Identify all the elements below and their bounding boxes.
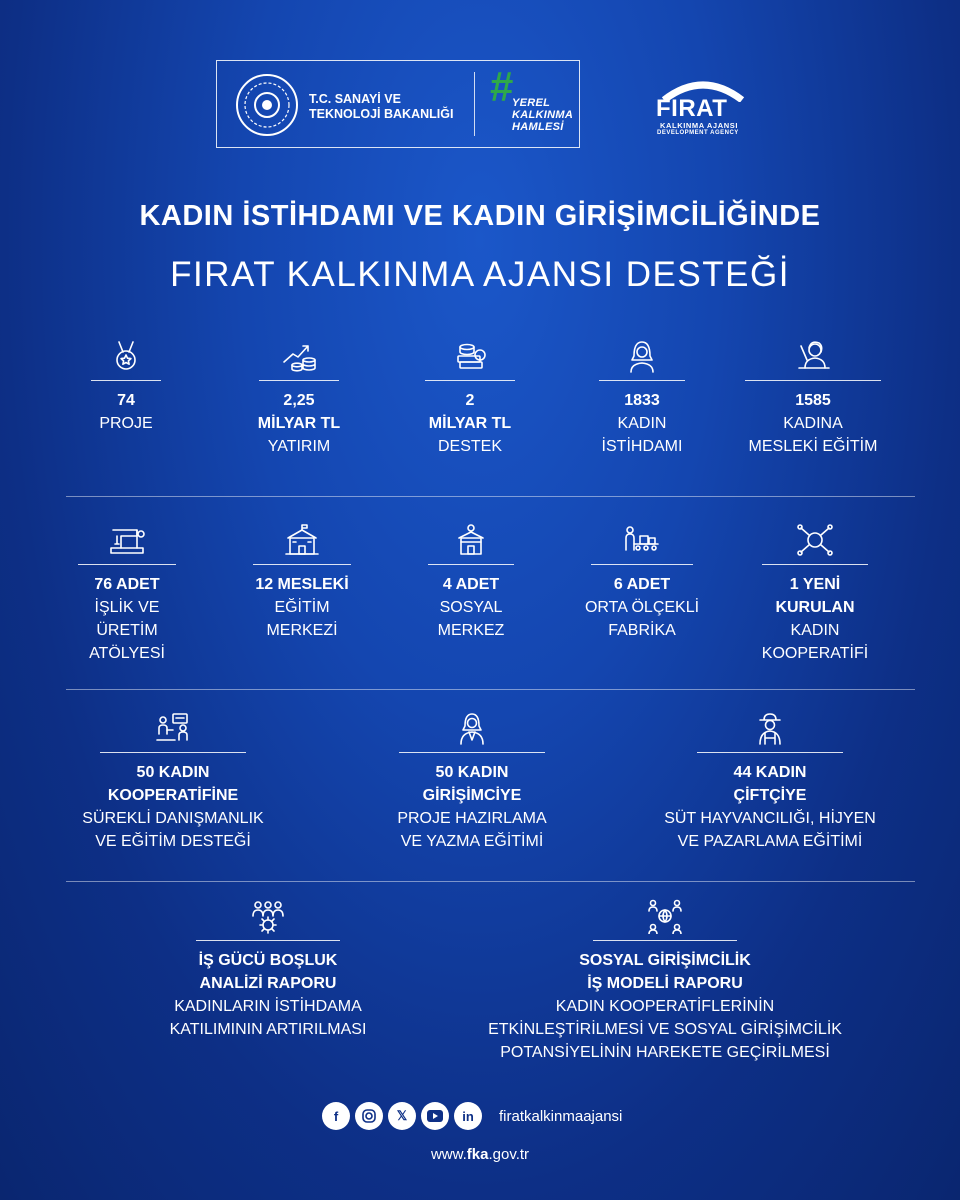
ministry-name-line2: TEKNOLOJİ BAKANLIĞI [309,107,454,121]
growth-coins-icon [279,338,319,374]
stat-value: 12 MESLEKİ [255,576,349,593]
farmer-icon [750,710,790,746]
campaign-line3: HAMLESİ [512,121,564,133]
stat-projects [66,338,186,435]
campaign-line2: KALKINMA [512,109,574,121]
stat-value: 76 ADET [94,576,160,593]
ministry-seal-icon [235,73,299,137]
stat-divider [593,940,737,941]
stat-training [738,338,888,458]
stat-divider [425,380,515,381]
agency-subtitle: KALKINMA AJANSI [660,121,739,130]
stat-label-line3: ATÖLYESİ [89,645,165,662]
global-network-icon [645,898,685,934]
money-stack-icon [450,338,490,374]
stat-label: PROJE [99,415,153,432]
stat-label-line2: KOOPERATİFİ [761,645,869,662]
stat-label-line1: KADINA [783,415,843,432]
stat-divider [91,380,161,381]
report-title-line1: İŞ GÜCÜ BOŞLUK [198,952,338,969]
stat-divider [196,940,340,941]
stat-label: DESTEK [437,438,502,455]
stat-workshops [66,522,188,665]
stat-training-centers [240,522,364,642]
report-desc-line2: KATILIMININ ARTIRILMASI [169,1021,367,1038]
agency-subtitle-en: DEVELOPMENT AGENCY [657,130,739,136]
stat-label-line1: EĞİTİM [274,599,330,616]
stat-farmer-training [640,710,900,853]
ministry-name-line1: T.C. SANAYİ VE [309,92,401,106]
school-building-icon [282,522,322,558]
stat-divider [745,380,881,381]
stat-value: 74 [117,392,135,409]
report-desc-line2: ETKİNLEŞTİRİLMESİ VE SOSYAL GİRİŞİMCİLİK [488,1021,842,1038]
workforce-gear-icon [248,898,288,934]
website-prefix: www. [430,1146,467,1163]
stat-divider [78,564,176,565]
stat-label: YATIRIM [267,438,331,455]
stat-target: KOOPERATİFİNE [107,787,239,804]
stat-divider [253,564,351,565]
stat-label-line2: VE YAZMA EĞİTİMİ [400,833,544,850]
stat-label-line2: VE EĞİTİM DESTEĞİ [95,833,251,850]
stat-label-line2: ÜRETİM [96,622,158,639]
youtube-icon[interactable] [421,1102,449,1130]
consulting-icon [153,710,193,746]
stat-unit: MİLYAR TL [257,415,341,432]
stat-label-line1: PROJE HAZIRLAMA [397,810,547,827]
page-title: KADIN İSTİHDAMI VE KADIN GİRİŞİMCİLİĞİNDE [139,200,821,232]
website-suffix: .gov.tr [488,1146,530,1163]
stat-label-line1: SÜT HAYVANCILIĞI, HİJYEN [664,810,876,827]
sewing-machine-icon [107,522,147,558]
page-subtitle: FIRAT KALKINMA AJANSI DESTEĞİ [170,255,790,294]
report-title-line2: İŞ MODELİ RAPORU [587,975,743,992]
stat-value: 50 KADIN [435,764,509,781]
stat-label-line1: SOSYAL [439,599,503,616]
stat-label-line1: İŞLİK VE [94,599,160,616]
campaign-line1: YEREL [512,97,551,109]
report-workforce-gap [150,898,386,1041]
stat-cooperative [740,522,890,665]
stat-label-line1: ORTA ÖLÇEKLİ [584,599,700,616]
campaign-name [512,97,576,133]
stat-divider [697,752,843,753]
report-desc-line1: KADIN KOOPERATİFLERİNİN [555,998,775,1015]
stat-entrepreneur-training [362,710,582,853]
stat-divider [428,564,514,565]
header-divider [474,72,475,136]
stat-value: 1 YENİ [789,576,841,593]
stat-target: GİRİŞİMCİYE [422,787,522,804]
stat-value: 6 ADET [613,576,671,593]
stat-value: 2 [465,392,475,409]
stat-label-line2: MESLEKİ EĞİTİM [748,438,878,455]
report-desc-line3: POTANSİYELİNİN HAREKETE GEÇİRİLMESİ [500,1044,830,1061]
linkedin-icon[interactable]: in [454,1102,482,1130]
website-link[interactable] [0,1146,960,1163]
stat-divider [399,752,545,753]
website-domain: fka [466,1146,489,1163]
stat-label-line2: MERKEZİ [266,622,338,639]
stat-label-line1: KADIN [617,415,667,432]
report-social-entrepreneurship [458,898,872,1064]
stat-value: 50 KADIN [136,764,210,781]
report-title-line1: SOSYAL GİRİŞİMCİLİK [579,952,751,969]
stat-support [400,338,540,458]
section-divider [66,881,915,882]
instagram-icon[interactable] [355,1102,383,1130]
ministry-name [309,92,469,122]
cooperative-hands-icon [795,522,835,558]
stat-cooperative-consulting [63,710,283,853]
stat-label-line1: SÜREKLİ DANIŞMANLIK [82,810,264,827]
stat-label-line1: KADIN [790,622,840,639]
stat-value: 1585 [795,392,831,409]
medal-icon [106,338,146,374]
woman-teacher-icon [793,338,833,374]
social-handle[interactable]: firatkalkinmaajansi [499,1107,623,1125]
stat-factories [572,522,712,642]
campaign-hash-icon: # [490,63,514,110]
report-title-line2: ANALİZİ RAPORU [199,975,337,992]
woman-icon [622,338,662,374]
stat-divider [591,564,693,565]
stat-label-line2: MERKEZ [437,622,505,639]
stat-divider [100,752,246,753]
social-center-icon [451,522,491,558]
report-desc-line1: KADINLARIN İSTİHDAMA [174,998,362,1015]
stat-value: 1833 [624,392,660,409]
stat-unit: MİLYAR TL [428,415,512,432]
stat-label-line2: FABRİKA [608,622,676,639]
stat-value: 4 ADET [442,576,500,593]
stat-label-line2: İSTİHDAMI [601,438,683,455]
stat-divider [599,380,685,381]
x-icon[interactable]: 𝕏 [388,1102,416,1130]
stat-value: 44 KADIN [733,764,807,781]
stat-value-line2: KURULAN [775,599,855,616]
stat-divider [762,564,868,565]
stat-value: 2,25 [283,392,315,409]
stat-divider [259,380,339,381]
agency-name: FIRAT [656,95,728,122]
stat-employment [582,338,702,458]
section-divider [66,689,915,690]
stat-investment [229,338,369,458]
facebook-icon[interactable]: f [322,1102,350,1130]
stat-target: ÇİFTÇİYE [733,787,807,804]
businesswoman-icon [452,710,492,746]
stat-social-centers [418,522,524,642]
social-links [322,1100,622,1132]
stat-label-line2: VE PAZARLAMA EĞİTİMİ [677,833,863,850]
section-divider [66,496,915,497]
factory-worker-icon [622,522,662,558]
